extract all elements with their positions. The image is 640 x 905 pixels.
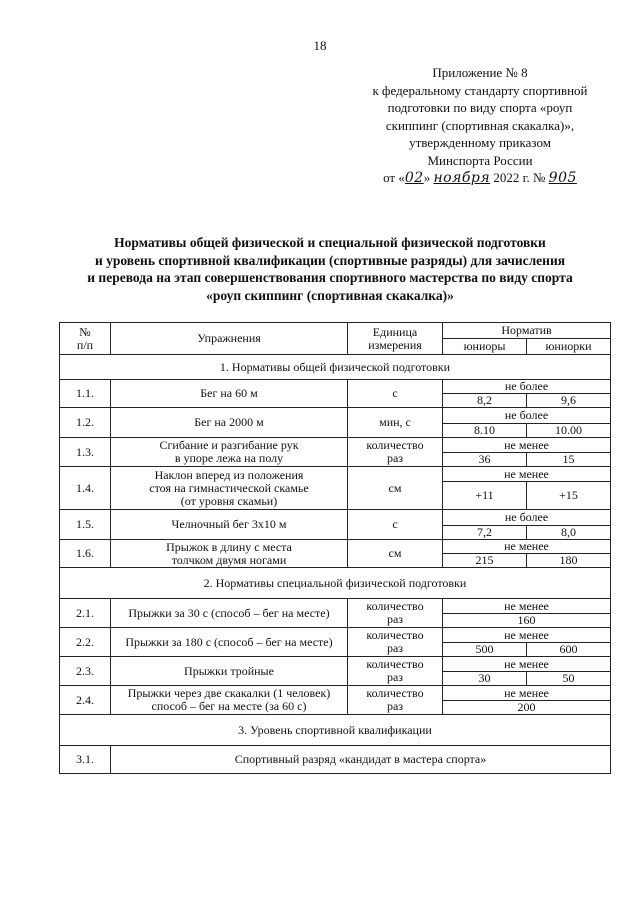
row-value-both: 200 [443,701,611,715]
row-value-m: +11 [443,482,527,510]
row-unit: с [348,380,443,408]
row-condition: не менее [443,467,611,482]
appendix-line: к федеральному стандарту спортивной [372,82,588,98]
row-value-m: 215 [443,554,527,568]
table-row [60,657,611,672]
header-num: № п/п [60,323,111,355]
header-norm: Норматив [443,323,611,339]
row-exercise: Прыжки тройные [111,657,348,686]
appendix-line: скиппинг (спортивная скакалка)», [385,117,575,133]
row-exercise: Сгибание и разгибание рук в упоре лежа на полу [111,438,348,467]
date-mid: » [423,170,434,185]
row-value-m: 8.10 [443,424,527,438]
table-row [60,686,611,701]
row-value-f: +15 [527,482,611,510]
section-title: 3. Уровень спортивной квалификации [60,715,611,746]
header-juniors-f: юниорки [527,339,611,355]
appendix-line: подготовки по виду спорта «роуп [387,100,573,115]
row-num: 2.4. [60,686,111,715]
row-exercise: Бег на 2000 м [111,408,348,438]
date-day: 02 [404,170,424,186]
row-unit: количество раз [348,438,443,467]
table-row [60,438,611,453]
title-line: «роуп скиппинг (спортивная скакалка)» [206,287,454,303]
title-line: и уровень спортивной квалификации (спортивные разряды) для зачисления [94,252,566,268]
date-prefix: от « [383,170,405,185]
row-num: 1.5. [60,510,111,540]
table-row [60,380,611,394]
row-condition: не менее [443,540,611,554]
row-num: 2.1. [60,599,111,628]
row-exercise: Прыжок в длину с места толчком двумя ногами [111,540,348,568]
row-unit: см [348,467,443,510]
row-value-f: 10.00 [527,424,611,438]
order-date-line [330,169,630,188]
row-value-both: 160 [443,614,611,628]
table-row [60,599,611,614]
table-row [60,540,611,554]
table-row [60,746,611,774]
row-value-m: 7,2 [443,526,527,540]
row-exercise: Спортивный разряд «кандидат в мастера спорта» [111,746,611,774]
row-value-f: 8,0 [527,526,611,540]
section-row [60,715,611,746]
page-number: 18 [313,38,327,53]
row-unit: количество раз [348,628,443,657]
row-condition: не менее [443,599,611,614]
row-num: 1.2. [60,408,111,438]
appendix-line: утвержденному приказом [409,135,551,150]
table-row [60,510,611,526]
header-unit: Единица измерения [348,323,443,355]
row-unit: см [348,540,443,568]
header-exercise: Упражнения [111,323,348,355]
row-unit: количество раз [348,657,443,686]
row-value-m: 30 [443,672,527,686]
row-value-f: 50 [527,672,611,686]
row-condition: не менее [443,438,611,453]
row-condition: не менее [443,628,611,643]
row-value-m: 36 [443,453,527,467]
table-row [60,628,611,643]
row-value-f: 9,6 [527,394,611,408]
row-condition: не более [443,408,611,424]
row-exercise: Прыжки за 180 с (способ – бег на месте) [111,628,348,657]
title-line: Нормативы общей физической и специальной физической подготовки [114,235,546,250]
row-condition: не более [443,510,611,526]
row-num: 1.4. [60,467,111,510]
order-number: 905 [548,170,577,186]
row-condition: не менее [443,657,611,672]
row-unit: с [348,510,443,540]
row-num: 2.2. [60,628,111,657]
row-num: 2.3. [60,657,111,686]
table-row [60,467,611,482]
row-num: 1.1. [60,380,111,408]
appendix-line: Приложение № 8 [432,65,528,80]
row-condition: не менее [443,686,611,701]
row-value-f: 180 [527,554,611,568]
title-line: и перевода на этап совершенствования спортивного мастерства по виду спорта [87,270,573,285]
document-title [40,234,620,304]
row-value-f: 600 [527,643,611,657]
row-exercise: Прыжки за 30 с (способ – бег на месте) [111,599,348,628]
row-unit: мин, с [348,408,443,438]
section-row [60,355,611,380]
row-exercise: Челночный бег 3х10 м [111,510,348,540]
row-unit: количество раз [348,599,443,628]
row-num: 1.6. [60,540,111,568]
row-condition: не более [443,380,611,394]
table-row [60,408,611,424]
section-row [60,568,611,599]
standards-table [59,322,611,774]
row-exercise: Наклон вперед из положения стоя на гимнастической скамье (от уровня скамьи) [111,467,348,510]
date-month: ноября [433,170,491,186]
row-value-m: 8,2 [443,394,527,408]
section-title: 1. Нормативы общей физической подготовки [60,355,611,380]
appendix-line: Минспорта России [427,152,533,168]
section-title: 2. Нормативы специальной физической подготовки [60,568,611,599]
row-exercise: Бег на 60 м [111,380,348,408]
row-num: 1.3. [60,438,111,467]
row-value-m: 500 [443,643,527,657]
date-year: 2022 г. № [490,170,549,185]
row-unit: количество раз [348,686,443,715]
row-num: 3.1. [60,746,111,774]
appendix-block [330,64,630,188]
table-header-row [60,323,611,339]
row-exercise: Прыжки через две скакалки (1 человек) способ – бег на месте (за 60 с) [111,686,348,715]
row-value-f: 15 [527,453,611,467]
header-juniors-m: юниоры [443,339,527,355]
